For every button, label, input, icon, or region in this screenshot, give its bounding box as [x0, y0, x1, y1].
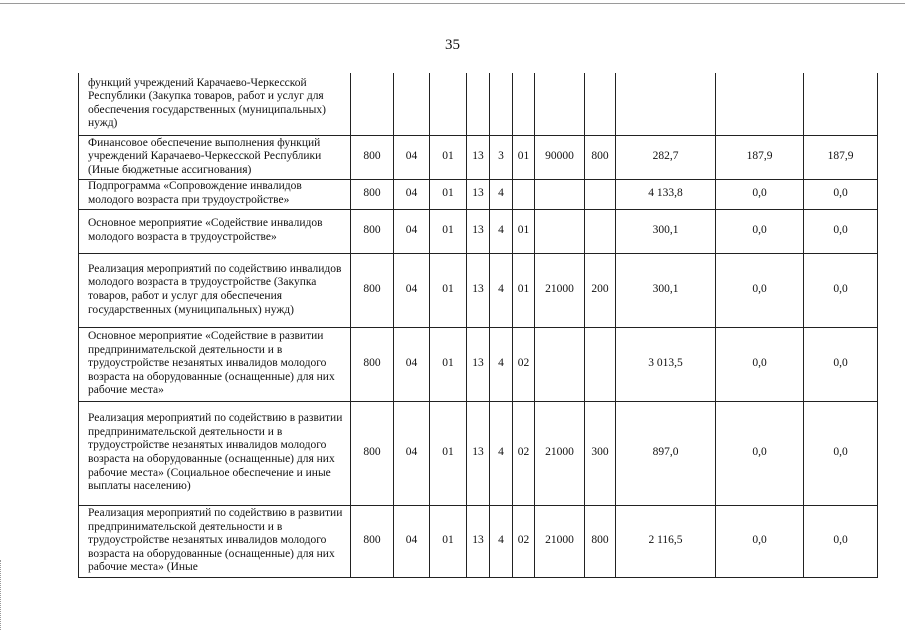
top-edge-rule	[0, 3, 905, 4]
code-direction-cell	[535, 73, 585, 135]
budget-table	[78, 73, 878, 578]
code-event-cell: 01	[513, 135, 535, 179]
page-number: 35	[445, 37, 460, 53]
code-program-cell: 13	[467, 253, 490, 327]
code-admin-cell: 800	[351, 209, 394, 253]
code-admin-cell: 800	[351, 505, 394, 577]
code-admin-cell: 800	[351, 327, 394, 401]
code-event-cell: 01	[513, 253, 535, 327]
code-event-cell: 02	[513, 401, 535, 505]
row-name-cell: функций учреждений Карачаево-Черкесской Республики (Закупка товаров, работ и услуг для обеспечения государственных (муниципальных) нужд)	[79, 73, 351, 135]
code-section-cell: 04	[394, 179, 430, 209]
code-direction-cell: 21000	[535, 253, 585, 327]
code-subprogram-cell: 4	[490, 253, 513, 327]
code-subsection-cell: 01	[430, 327, 467, 401]
code-subsection-cell: 01	[430, 209, 467, 253]
amount-year-3-cell: 187,9	[804, 135, 878, 179]
amount-year-1-cell: 4 133,8	[616, 179, 716, 209]
code-subsection-cell: 01	[430, 179, 467, 209]
code-section-cell: 04	[394, 401, 430, 505]
code-admin-cell: 800	[351, 135, 394, 179]
table-row	[79, 253, 878, 327]
code-program-cell: 13	[467, 209, 490, 253]
code-expense-type-cell	[585, 209, 616, 253]
code-admin-cell: 800	[351, 401, 394, 505]
row-name-cell: Основное мероприятие «Содействие инвалидов молодого возраста в трудоустройстве»	[79, 209, 351, 253]
table-row	[79, 73, 878, 135]
code-subprogram-cell: 4	[490, 209, 513, 253]
table-row	[79, 179, 878, 209]
code-subprogram-cell: 3	[490, 135, 513, 179]
amount-year-2-cell	[716, 73, 804, 135]
amount-year-1-cell: 282,7	[616, 135, 716, 179]
amount-year-2-cell: 187,9	[716, 135, 804, 179]
code-subprogram-cell: 4	[490, 401, 513, 505]
amount-year-3-cell: 0,0	[804, 253, 878, 327]
code-section-cell: 04	[394, 327, 430, 401]
code-admin-cell: 800	[351, 253, 394, 327]
code-direction-cell	[535, 327, 585, 401]
code-section-cell: 04	[394, 253, 430, 327]
code-direction-cell: 21000	[535, 505, 585, 577]
table-row	[79, 135, 878, 179]
code-program-cell: 13	[467, 327, 490, 401]
code-expense-type-cell	[585, 73, 616, 135]
code-subsection-cell: 01	[430, 401, 467, 505]
code-event-cell: 02	[513, 505, 535, 577]
code-subsection-cell: 01	[430, 135, 467, 179]
amount-year-2-cell: 0,0	[716, 505, 804, 577]
amount-year-1-cell: 897,0	[616, 401, 716, 505]
code-program-cell	[467, 73, 490, 135]
table-row	[79, 505, 878, 577]
code-section-cell	[394, 73, 430, 135]
code-subprogram-cell	[490, 73, 513, 135]
amount-year-2-cell: 0,0	[716, 401, 804, 505]
amount-year-1-cell: 3 013,5	[616, 327, 716, 401]
code-subsection-cell: 01	[430, 253, 467, 327]
table-row	[79, 209, 878, 253]
amount-year-2-cell: 0,0	[716, 253, 804, 327]
row-name-cell: Подпрограмма «Сопровождение инвалидов молодого возраста при трудоустройстве»	[79, 179, 351, 209]
code-direction-cell: 21000	[535, 401, 585, 505]
table-row	[79, 327, 878, 401]
row-name-cell: Реализация мероприятий по содействию в развитии предпринимательской деятельности и в трудоустройстве незанятых инвалидов молодого возраста на оборудованные (оснащенные) для них рабочие места» (Иные	[79, 505, 351, 577]
code-direction-cell: 90000	[535, 135, 585, 179]
code-program-cell: 13	[467, 401, 490, 505]
amount-year-1-cell: 300,1	[616, 253, 716, 327]
code-expense-type-cell	[585, 327, 616, 401]
code-section-cell: 04	[394, 209, 430, 253]
code-expense-type-cell: 300	[585, 401, 616, 505]
code-admin-cell: 800	[351, 179, 394, 209]
code-direction-cell	[535, 209, 585, 253]
amount-year-2-cell: 0,0	[716, 209, 804, 253]
code-subsection-cell	[430, 73, 467, 135]
row-name-cell: Реализация мероприятий по содействию в развитии предпринимательской деятельности и в трудоустройстве незанятых инвалидов молодого возраста на оборудованные (оснащенные) для них рабочие места» (Социальное обеспечение и иные выплаты населению)	[79, 401, 351, 505]
code-subprogram-cell: 4	[490, 505, 513, 577]
code-expense-type-cell: 800	[585, 505, 616, 577]
code-event-cell: 01	[513, 209, 535, 253]
amount-year-3-cell: 0,0	[804, 179, 878, 209]
amount-year-3-cell: 0,0	[804, 209, 878, 253]
amount-year-3-cell: 0,0	[804, 401, 878, 505]
code-program-cell: 13	[467, 505, 490, 577]
scan-edge-mark	[0, 560, 3, 630]
row-name-cell: Реализация мероприятий по содействию инвалидов молодого возраста в трудоустройстве (Закупка товаров, работ и услуг для обеспечения государственных (муниципальных) нужд)	[79, 253, 351, 327]
amount-year-1-cell: 300,1	[616, 209, 716, 253]
code-section-cell: 04	[394, 505, 430, 577]
amount-year-2-cell: 0,0	[716, 327, 804, 401]
code-expense-type-cell: 800	[585, 135, 616, 179]
code-event-cell: 02	[513, 327, 535, 401]
code-subprogram-cell: 4	[490, 327, 513, 401]
code-direction-cell	[535, 179, 585, 209]
row-name-cell: Финансовое обеспечение выполнения функций учреждений Карачаево-Черкесской Республики (Иные бюджетные ассигнования)	[79, 135, 351, 179]
code-event-cell	[513, 179, 535, 209]
amount-year-3-cell: 0,0	[804, 327, 878, 401]
row-name-cell: Основное мероприятие «Содействие в развитии предпринимательской деятельности и в трудоустройстве незанятых инвалидов молодого возраста на оборудованные (оснащенные) для них рабочие места»	[79, 327, 351, 401]
amount-year-2-cell: 0,0	[716, 179, 804, 209]
code-event-cell	[513, 73, 535, 135]
code-admin-cell	[351, 73, 394, 135]
code-expense-type-cell: 200	[585, 253, 616, 327]
code-expense-type-cell	[585, 179, 616, 209]
table-row	[79, 401, 878, 505]
amount-year-1-cell: 2 116,5	[616, 505, 716, 577]
code-subprogram-cell: 4	[490, 179, 513, 209]
code-program-cell: 13	[467, 135, 490, 179]
code-program-cell: 13	[467, 179, 490, 209]
amount-year-1-cell	[616, 73, 716, 135]
code-subsection-cell: 01	[430, 505, 467, 577]
amount-year-3-cell: 0,0	[804, 505, 878, 577]
code-section-cell: 04	[394, 135, 430, 179]
amount-year-3-cell	[804, 73, 878, 135]
